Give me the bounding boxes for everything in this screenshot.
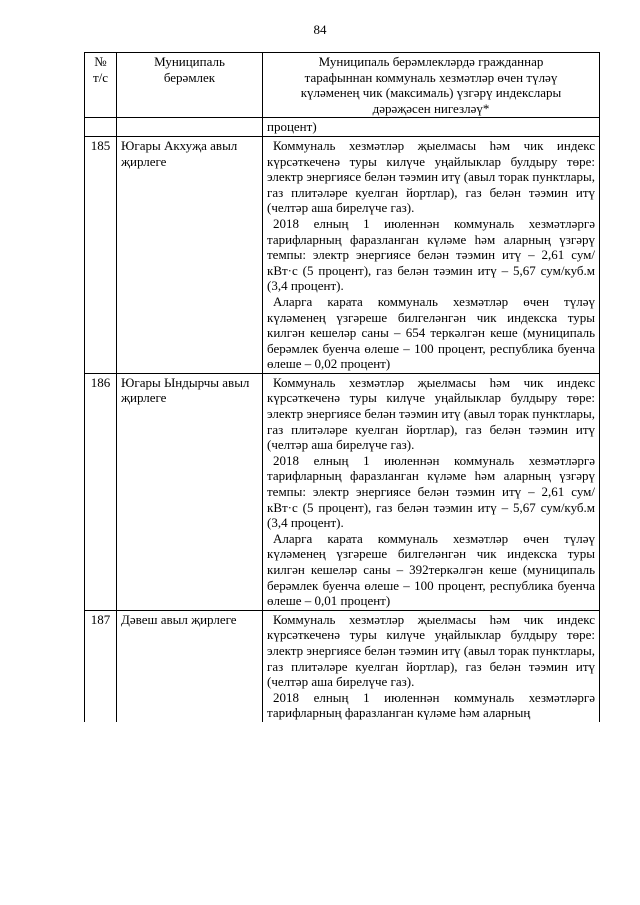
paragraph: Коммуналь хезмәтләр җыелмасы һәм чик индекс күрсәткеченә туры килүче уңайлыклар булдыру төре: электр энергиясе белән тәэмин итү (авыл торак пунктлары, газ плитәләре куелган йортлар), газ белән тәэмин итү (челтәр аша бирелүче газ). <box>267 611 595 690</box>
paragraph: Коммуналь хезмәтләр җыелмасы һәм чик индекс күрсәткеченә туры килүче уңайлыклар булдыру төре: электр энергиясе белән тәэмин итү (авыл торак пунктлары, газ плитәләре куелган йортлар), газ белән тәэмин итү (челтәр аша бирелүче газ). <box>267 374 595 453</box>
description-cell <box>263 136 600 373</box>
paragraph: 2018 елның 1 июленнән коммуналь хезмәтләргә тарифларның фаразланган күләме һәм аларның үзгәрү темпы: электр энергиясе белән тәэмин итү – 2,61 сум/кВт·с (5 процент), газ белән тәэмин итү – 5,67 сум/куб.м (3,4 процент). <box>267 215 595 294</box>
municipality-name: Югары Ындырчы авыл җирлеге <box>117 373 263 610</box>
header-description: Муниципаль берәмлекләрдә гражданнар тарафыннан коммуналь хезмәтләр өчен түләү күләменең чик (максималь) үзгәрү индекслары дәрәҗәсен нигезләү* <box>263 53 600 118</box>
paragraph: 2018 елның 1 июленнән коммуналь хезмәтләргә тарифларның фаразланган күләме һәм аларның <box>267 689 595 721</box>
municipality-name: Югары Акхуҗа авыл җирлеге <box>117 136 263 373</box>
page-number: 84 <box>313 22 327 37</box>
table-row <box>85 373 600 610</box>
description-cell <box>263 610 600 722</box>
table-header-row <box>85 53 600 118</box>
table-row <box>85 610 600 722</box>
row-number: 186 <box>85 373 117 610</box>
paragraph: Аларга карата коммуналь хезмәтләр өчен түләү күләменең үзгәреше билгеләнгән чик индекска туры килгән кешеләр саны – 392теркәлгән кеше (муниципаль берәмлек буенча өлеше – 100 процент, республика буенча өлеше – 0,01 процент) <box>267 530 595 609</box>
paragraph: Аларга карата коммуналь хезмәтләр өчен түләү күләменең үзгәреше билгеләнгән чик индекска туры килгән кешеләр саны – 654 теркәлгән кеше (муниципаль берәмлек буенча өлеше – 100 процент, республика буенча өлеше – 0,02 процент) <box>267 293 595 372</box>
description-cell <box>263 373 600 610</box>
header-municipality: Муниципаль берәмлек <box>117 53 263 118</box>
continuation-row <box>85 118 600 137</box>
row-number: 187 <box>85 610 117 722</box>
municipality-name: Дәвеш авыл җирлеге <box>117 610 263 722</box>
table-row <box>85 136 600 373</box>
utility-index-table <box>84 52 600 722</box>
row-number: 185 <box>85 136 117 373</box>
paragraph: Коммуналь хезмәтләр җыелмасы һәм чик индекс күрсәткеченә туры килүче уңайлыклар булдыру төре: электр энергиясе белән тәэмин итү (авыл торак пунктлары, газ плитәләре куелган йортлар), газ белән тәэмин итү (челтәр аша бирелүче газ). <box>267 137 595 216</box>
header-number: № т/с <box>85 53 117 118</box>
paragraph: 2018 елның 1 июленнән коммуналь хезмәтләргә тарифларның фаразланган күләме һәм аларның үзгәрү темпы: электр энергиясе белән тәэмин итү – 2,61 сум/кВт·с (5 процент), газ белән тәэмин итү – 5,67 сум/куб.м (3,4 процент). <box>267 452 595 531</box>
continuation-cell: процент) <box>263 118 600 137</box>
